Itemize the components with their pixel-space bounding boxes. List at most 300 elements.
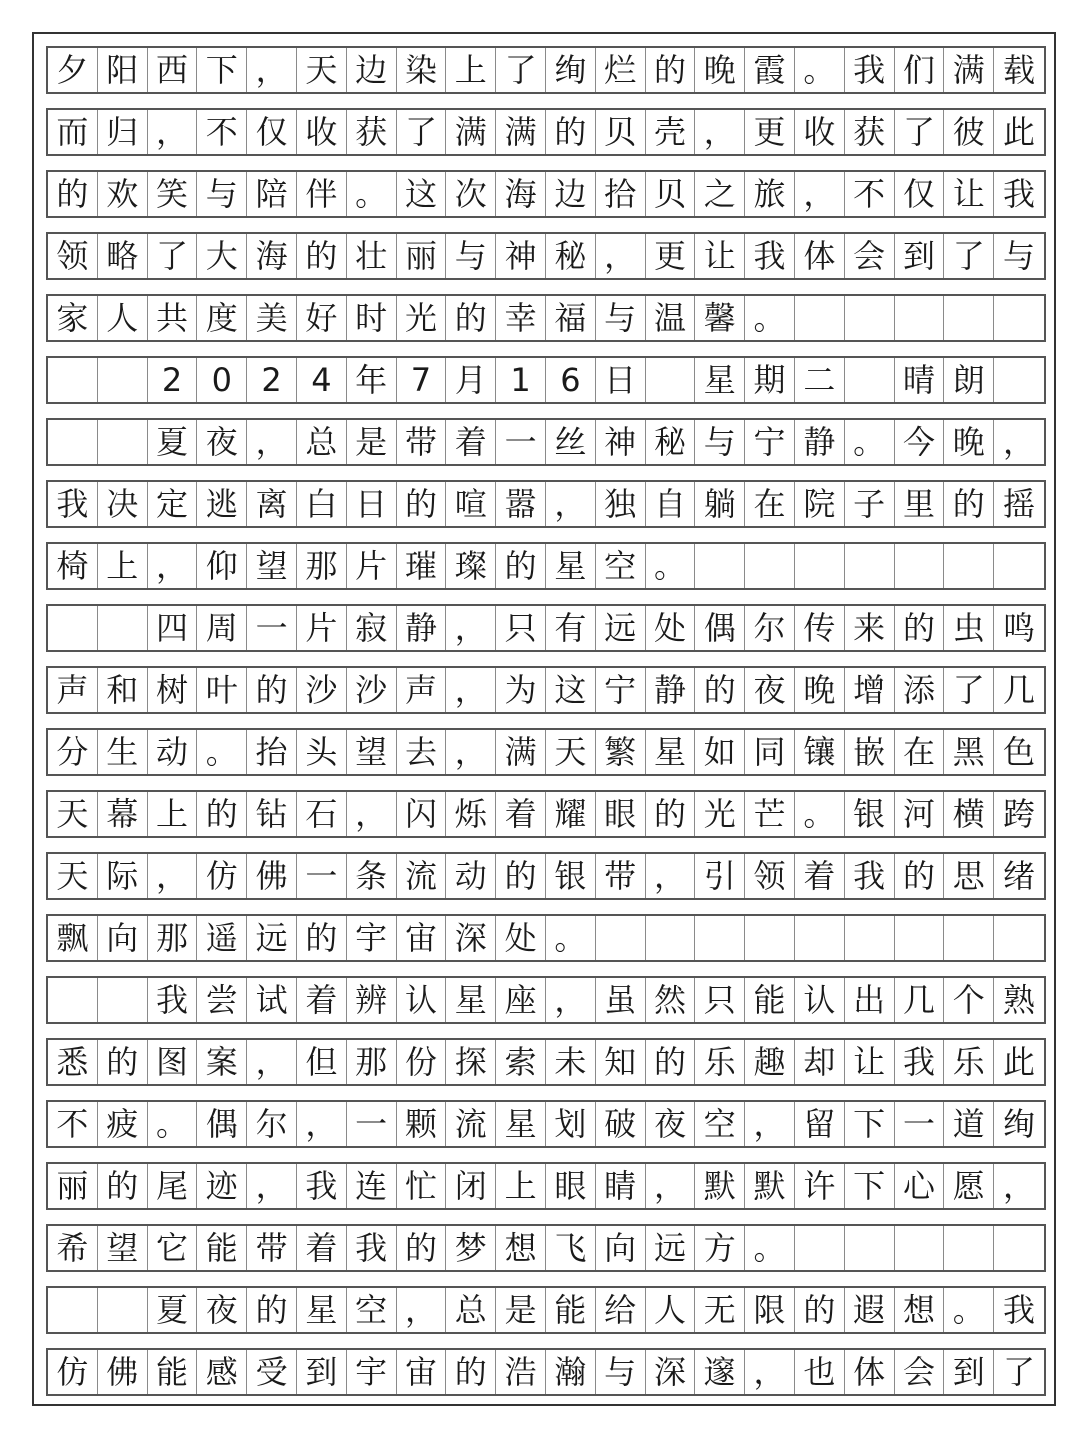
grid-cell: 满 <box>496 110 546 154</box>
grid-cell: 了 <box>944 234 994 278</box>
grid-cell: 在 <box>895 730 945 774</box>
grid-cell: 是 <box>496 1288 546 1332</box>
grid-cell: 烂 <box>596 48 646 92</box>
grid-cell: 仿 <box>48 1350 98 1394</box>
grid-cell: 喧 <box>446 482 496 526</box>
grid-cell: 眼 <box>596 792 646 836</box>
grid-cell: 浩 <box>496 1350 546 1394</box>
grid-cell: 我 <box>1003 175 1036 213</box>
grid-cell: 出 <box>845 978 895 1022</box>
grid-cell: 。 <box>944 1288 994 1332</box>
grid-cell: 的 <box>247 1288 297 1332</box>
grid-cell: 芒 <box>745 792 795 836</box>
grid-cell: 跨 <box>1003 795 1036 833</box>
grid-cell: 1 <box>496 358 546 402</box>
grid-cell: 欢 <box>98 172 148 216</box>
grid-cell: 6 <box>546 358 596 402</box>
grid-cell: 彼 <box>944 110 994 154</box>
grid-cell: 收 <box>297 110 347 154</box>
grid-cell: 年 <box>347 358 397 402</box>
grid-cell: 静 <box>795 420 845 464</box>
grid-cell <box>895 296 945 340</box>
grid-row <box>46 542 1046 590</box>
grid-row <box>46 852 1046 900</box>
grid-cell: ， <box>695 110 745 154</box>
grid-cell: 河 <box>895 792 945 836</box>
grid-cell: 2 <box>247 358 297 402</box>
grid-cell <box>895 916 945 960</box>
grid-cell: 更 <box>646 234 696 278</box>
grid-cell: 去 <box>397 730 447 774</box>
grid-cell: 的 <box>646 792 696 836</box>
grid-cell: 摇 <box>1003 485 1036 523</box>
grid-cell: 嚣 <box>496 482 546 526</box>
grid-cell: 陪 <box>247 172 297 216</box>
grid-cell: 熟 <box>1003 981 1036 1019</box>
grid-cell: 白 <box>297 482 347 526</box>
grid-cell: 上 <box>496 1164 546 1208</box>
grid-cell: 片 <box>347 544 397 588</box>
grid-cell: 的 <box>695 668 745 712</box>
grid-cell: 乐 <box>695 1040 745 1084</box>
grid-cell: 体 <box>845 1350 895 1394</box>
grid-cell: 秘 <box>646 420 696 464</box>
grid-cell <box>895 1226 945 1270</box>
grid-row <box>46 108 1046 156</box>
grid-cell: 。 <box>795 792 845 836</box>
grid-cell: 星 <box>496 1102 546 1146</box>
grid-cell: 神 <box>496 234 546 278</box>
grid-cell: 道 <box>944 1102 994 1146</box>
grid-cell: 璀 <box>397 544 447 588</box>
grid-cell: 留 <box>795 1102 845 1146</box>
grid-cell: 一 <box>347 1102 397 1146</box>
grid-cell: 的 <box>496 854 546 898</box>
grid-cell: 月 <box>446 358 496 402</box>
grid-cell: 的 <box>297 234 347 278</box>
grid-row <box>46 418 1046 466</box>
grid-cell: 下 <box>845 1102 895 1146</box>
grid-cell: 黑 <box>944 730 994 774</box>
grid-cell: 夜 <box>646 1102 696 1146</box>
grid-cell: 略 <box>98 234 148 278</box>
grid-cell: 幕 <box>98 792 148 836</box>
grid-cell: 处 <box>646 606 696 650</box>
grid-cell <box>795 916 845 960</box>
grid-cell <box>48 420 98 464</box>
grid-cell: 满 <box>496 730 546 774</box>
grid-cell: 躺 <box>695 482 745 526</box>
grid-cell: ， <box>1003 1167 1036 1205</box>
grid-cell: 树 <box>148 668 198 712</box>
grid-row <box>46 728 1046 776</box>
grid-cell: 日 <box>596 358 646 402</box>
grid-cell: 的 <box>297 916 347 960</box>
grid-cell: 星 <box>297 1288 347 1332</box>
grid-cell: 光 <box>695 792 745 836</box>
grid-cell: 趣 <box>745 1040 795 1084</box>
grid-cell <box>745 544 795 588</box>
grid-row <box>46 604 1046 652</box>
grid-cell: 让 <box>845 1040 895 1084</box>
grid-cell: 闪 <box>397 792 447 836</box>
grid-cell: 偶 <box>695 606 745 650</box>
grid-cell: 夏 <box>148 1288 198 1332</box>
grid-cell: 边 <box>546 172 596 216</box>
grid-cell: 感 <box>197 1350 247 1394</box>
grid-cell <box>695 544 745 588</box>
grid-row <box>46 1162 1046 1210</box>
grid-cell: 梦 <box>446 1226 496 1270</box>
grid-cell <box>994 1226 1044 1270</box>
grid-cell: 绚 <box>1003 1105 1036 1143</box>
grid-cell: 飞 <box>546 1226 596 1270</box>
grid-cell: 体 <box>795 234 845 278</box>
grid-cell: 收 <box>795 110 845 154</box>
grid-cell: 载 <box>1003 51 1036 89</box>
grid-cell: 的 <box>98 1040 148 1084</box>
grid-cell: 领 <box>48 234 98 278</box>
grid-cell: ， <box>397 1288 447 1332</box>
grid-cell: 如 <box>695 730 745 774</box>
grid-cell: 望 <box>247 544 297 588</box>
grid-row <box>46 790 1046 838</box>
grid-cell: 石 <box>297 792 347 836</box>
grid-cell: 人 <box>646 1288 696 1332</box>
manuscript-paper <box>32 32 1056 1406</box>
grid-row <box>46 294 1046 342</box>
grid-cell: 限 <box>745 1288 795 1332</box>
grid-cell: 2 <box>148 358 198 402</box>
grid-cell: ， <box>596 234 646 278</box>
grid-cell: 星 <box>446 978 496 1022</box>
grid-row <box>46 46 1046 94</box>
grid-cell: 连 <box>347 1164 397 1208</box>
grid-cell: 认 <box>795 978 845 1022</box>
grid-cell: 而 <box>48 110 98 154</box>
grid-cell: 那 <box>148 916 198 960</box>
grid-cell: 。 <box>546 916 596 960</box>
grid-cell: 个 <box>944 978 994 1022</box>
grid-cell: 银 <box>845 792 895 836</box>
grid-cell: 里 <box>895 482 945 526</box>
grid-cell: 虽 <box>596 978 646 1022</box>
grid-cell: 逃 <box>197 482 247 526</box>
grid-cell: 仰 <box>197 544 247 588</box>
grid-cell: 丝 <box>546 420 596 464</box>
grid-cell: 一 <box>496 420 546 464</box>
grid-cell: 离 <box>247 482 297 526</box>
grid-cell: 增 <box>845 668 895 712</box>
grid-cell: 次 <box>446 172 496 216</box>
grid-cell: 的 <box>48 172 98 216</box>
grid-cell: 领 <box>745 854 795 898</box>
grid-cell: 空 <box>695 1102 745 1146</box>
grid-cell <box>646 358 696 402</box>
grid-cell: 壮 <box>347 234 397 278</box>
grid-cell <box>994 358 1044 402</box>
grid-cell: 静 <box>646 668 696 712</box>
grid-cell: 上 <box>148 792 198 836</box>
grid-cell: 偶 <box>197 1102 247 1146</box>
grid-cell: 到 <box>944 1350 994 1394</box>
grid-cell: 宙 <box>397 1350 447 1394</box>
grid-cell: 头 <box>297 730 347 774</box>
grid-cell: ， <box>247 1164 297 1208</box>
grid-cell: 尾 <box>148 1164 198 1208</box>
grid-cell: 夜 <box>197 1288 247 1332</box>
grid-cell: 晚 <box>795 668 845 712</box>
grid-cell: ， <box>247 420 297 464</box>
grid-row <box>46 914 1046 962</box>
grid-cell: 迹 <box>197 1164 247 1208</box>
grid-cell: 与 <box>695 420 745 464</box>
grid-cell: 我 <box>745 234 795 278</box>
grid-cell: 星 <box>695 358 745 402</box>
grid-cell: 与 <box>596 296 646 340</box>
grid-cell: 佛 <box>247 854 297 898</box>
grid-cell: 会 <box>845 234 895 278</box>
grid-cell: 与 <box>446 234 496 278</box>
grid-row <box>46 976 1046 1024</box>
grid-row <box>46 356 1046 404</box>
grid-cell: 希 <box>48 1226 98 1270</box>
grid-cell: 座 <box>496 978 546 1022</box>
grid-cell <box>98 420 148 464</box>
grid-cell: 的 <box>895 854 945 898</box>
grid-cell: 方 <box>695 1226 745 1270</box>
grid-cell: 动 <box>446 854 496 898</box>
grid-cell: 着 <box>297 1226 347 1270</box>
grid-cell: 日 <box>347 482 397 526</box>
grid-cell: 霞 <box>745 48 795 92</box>
grid-cell <box>845 544 895 588</box>
grid-cell: 镶 <box>795 730 845 774</box>
grid-cell: 鸣 <box>1003 609 1036 647</box>
grid-cell: 下 <box>845 1164 895 1208</box>
grid-cell <box>895 544 945 588</box>
grid-cell <box>98 358 148 402</box>
grid-cell: 福 <box>546 296 596 340</box>
grid-cell: 这 <box>546 668 596 712</box>
grid-cell: 夏 <box>148 420 198 464</box>
grid-cell: 寂 <box>347 606 397 650</box>
grid-cell: 横 <box>944 792 994 836</box>
grid-cell: 了 <box>944 668 994 712</box>
grid-cell: 神 <box>596 420 646 464</box>
grid-cell: 了 <box>895 110 945 154</box>
grid-cell: 认 <box>397 978 447 1022</box>
grid-cell: ， <box>247 1040 297 1084</box>
grid-cell: 传 <box>795 606 845 650</box>
grid-cell: 此 <box>1003 1043 1036 1081</box>
grid-cell: 周 <box>197 606 247 650</box>
grid-cell: 声 <box>397 668 447 712</box>
grid-cell: 一 <box>297 854 347 898</box>
grid-cell <box>48 978 98 1022</box>
grid-cell: 受 <box>247 1350 297 1394</box>
grid-cell: ， <box>148 544 198 588</box>
grid-cell: 夜 <box>197 420 247 464</box>
grid-cell: 贝 <box>596 110 646 154</box>
grid-cell: 乐 <box>944 1040 994 1084</box>
grid-cell: 星 <box>646 730 696 774</box>
grid-cell: 的 <box>446 296 496 340</box>
grid-cell <box>944 544 994 588</box>
grid-cell: 遐 <box>845 1288 895 1332</box>
grid-cell: 海 <box>247 234 297 278</box>
grid-cell: 为 <box>496 668 546 712</box>
grid-cell: 晚 <box>695 48 745 92</box>
grid-cell: 尔 <box>247 1102 297 1146</box>
grid-cell: 。 <box>845 420 895 464</box>
grid-cell: 然 <box>646 978 696 1022</box>
grid-cell: 的 <box>197 792 247 836</box>
grid-cell: 。 <box>745 1226 795 1270</box>
grid-cell <box>48 1288 98 1332</box>
grid-cell: 烁 <box>446 792 496 836</box>
grid-cell: 会 <box>895 1350 945 1394</box>
grid-cell: 知 <box>596 1040 646 1084</box>
grid-cell: 们 <box>895 48 945 92</box>
grid-cell: 的 <box>944 482 994 526</box>
grid-row <box>46 1224 1046 1272</box>
grid-cell: 我 <box>845 854 895 898</box>
grid-cell: 不 <box>845 172 895 216</box>
grid-cell: 的 <box>98 1164 148 1208</box>
grid-cell: 和 <box>98 668 148 712</box>
grid-row <box>46 232 1046 280</box>
grid-cell: 未 <box>546 1040 596 1084</box>
grid-cell: 耀 <box>546 792 596 836</box>
grid-cell: 我 <box>347 1226 397 1270</box>
grid-cell: 今 <box>895 420 945 464</box>
grid-cell: 归 <box>98 110 148 154</box>
grid-cell: 让 <box>944 172 994 216</box>
grid-cell: 远 <box>596 606 646 650</box>
grid-cell <box>994 296 1044 340</box>
grid-cell: 破 <box>596 1102 646 1146</box>
grid-cell: 到 <box>297 1350 347 1394</box>
grid-cell: 着 <box>297 978 347 1022</box>
grid-cell: ， <box>446 668 496 712</box>
grid-cell: 到 <box>895 234 945 278</box>
grid-cell: ， <box>347 792 397 836</box>
grid-cell: 总 <box>297 420 347 464</box>
grid-cell: 宇 <box>347 916 397 960</box>
grid-cell: 繁 <box>596 730 646 774</box>
grid-cell: 与 <box>596 1350 646 1394</box>
grid-cell: 之 <box>695 172 745 216</box>
grid-cell: 邃 <box>695 1350 745 1394</box>
grid-cell: 探 <box>446 1040 496 1084</box>
grid-cell <box>596 916 646 960</box>
grid-cell <box>795 296 845 340</box>
grid-cell: 也 <box>795 1350 845 1394</box>
grid-cell <box>48 606 98 650</box>
grid-cell: 好 <box>297 296 347 340</box>
grid-cell: 定 <box>148 482 198 526</box>
grid-cell: 西 <box>148 48 198 92</box>
grid-cell: 的 <box>397 482 447 526</box>
grid-cell: 我 <box>48 482 98 526</box>
grid-cell: 宇 <box>347 1350 397 1394</box>
grid-cell: 空 <box>596 544 646 588</box>
grid-cell: 子 <box>845 482 895 526</box>
grid-cell: 想 <box>895 1288 945 1332</box>
grid-cell: 银 <box>546 854 596 898</box>
grid-cell: ， <box>1003 423 1036 461</box>
grid-cell: 尝 <box>197 978 247 1022</box>
grid-cell: 大 <box>197 234 247 278</box>
grid-cell <box>944 1226 994 1270</box>
grid-cell <box>98 1288 148 1332</box>
grid-cell: 但 <box>297 1040 347 1084</box>
grid-cell: 璨 <box>446 544 496 588</box>
grid-cell: 给 <box>596 1288 646 1332</box>
grid-cell: 。 <box>795 48 845 92</box>
grid-cell: 眼 <box>546 1164 596 1208</box>
grid-cell: 愿 <box>944 1164 994 1208</box>
grid-cell: 家 <box>48 296 98 340</box>
grid-cell: ， <box>446 730 496 774</box>
grid-cell <box>646 916 696 960</box>
grid-cell: 钻 <box>247 792 297 836</box>
grid-cell: 带 <box>596 854 646 898</box>
grid-cell <box>944 916 994 960</box>
grid-cell: 宁 <box>596 668 646 712</box>
grid-cell: 它 <box>148 1226 198 1270</box>
grid-cell: 了 <box>148 234 198 278</box>
grid-cell: 在 <box>745 482 795 526</box>
grid-row <box>46 1038 1046 1086</box>
grid-cell <box>795 544 845 588</box>
grid-row <box>46 170 1046 218</box>
grid-cell: 悉 <box>48 1040 98 1084</box>
grid-cell: ， <box>546 978 596 1022</box>
grid-cell: 闭 <box>446 1164 496 1208</box>
grid-cell: 朗 <box>944 358 994 402</box>
grid-cell: 二 <box>795 358 845 402</box>
grid-cell: ， <box>646 1164 696 1208</box>
grid-cell: 阳 <box>98 48 148 92</box>
grid-cell: 决 <box>98 482 148 526</box>
grid-cell: 边 <box>347 48 397 92</box>
grid-cell: ， <box>297 1102 347 1146</box>
grid-cell: 的 <box>646 48 696 92</box>
grid-cell: 的 <box>895 606 945 650</box>
grid-cell: 院 <box>795 482 845 526</box>
grid-cell: ， <box>446 606 496 650</box>
grid-cell: 了 <box>496 48 546 92</box>
grid-cell: 的 <box>646 1040 696 1084</box>
grid-cell: ， <box>745 1102 795 1146</box>
grid-cell: 试 <box>247 978 297 1022</box>
grid-cell: 条 <box>347 854 397 898</box>
grid-cell: 的 <box>795 1288 845 1332</box>
grid-cell <box>795 1226 845 1270</box>
grid-cell: 许 <box>795 1164 845 1208</box>
grid-cell: 不 <box>197 110 247 154</box>
grid-cell: 声 <box>48 668 98 712</box>
grid-cell: 天 <box>546 730 596 774</box>
grid-cell: 独 <box>596 482 646 526</box>
grid-row <box>46 1100 1046 1148</box>
grid-cell: 色 <box>1003 733 1036 771</box>
grid-cell: 深 <box>446 916 496 960</box>
grid-cell: 空 <box>347 1288 397 1332</box>
grid-cell: 向 <box>596 1226 646 1270</box>
